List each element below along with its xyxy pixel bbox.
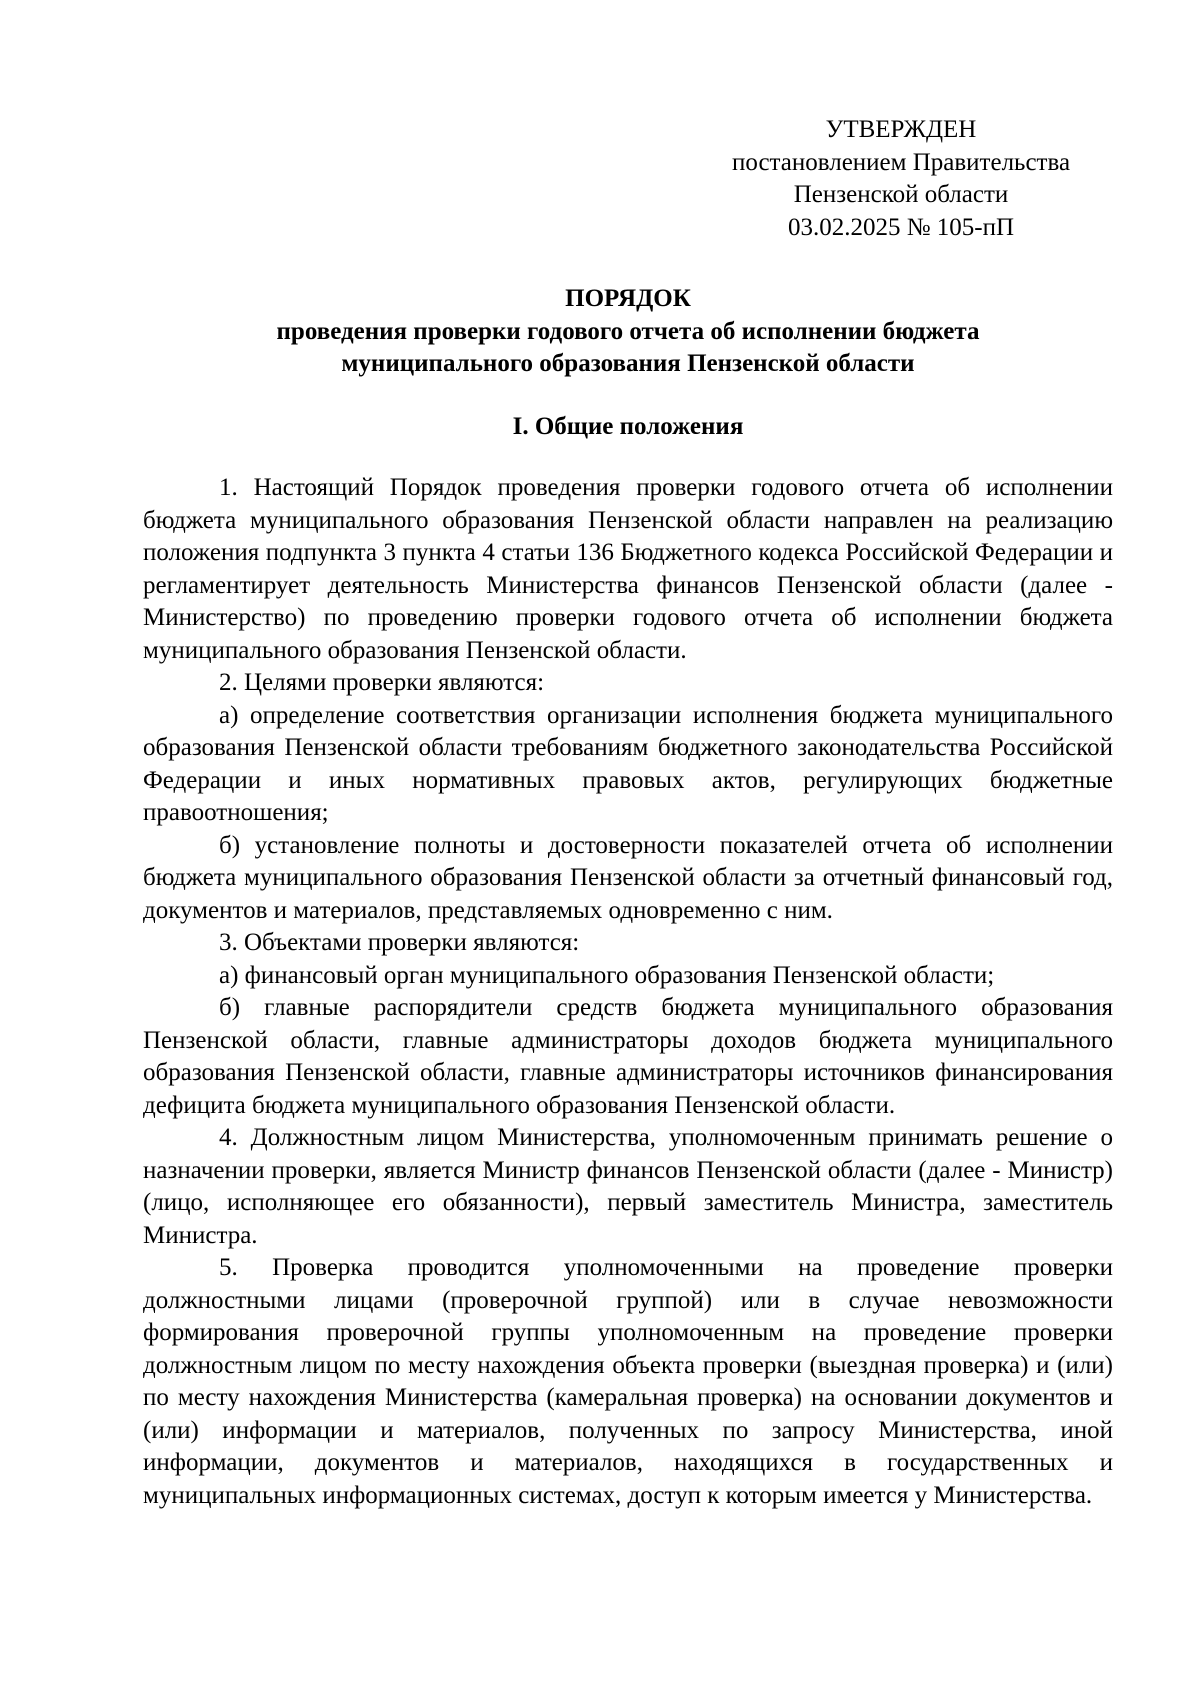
document-title <box>143 283 1113 381</box>
paragraph-3b: б) главные распорядители средств бюджета муниципального образования Пензенской области, главные администраторы доходов бюджета муниципального образования Пензенской области, главные администраторы источников финансирования дефицита бюджета муниципального образования Пензенской области. <box>143 994 1113 1119</box>
paragraph-5: 5. Проверка проводится уполномоченными на проведение проверки должностными лицами (проверочной группой) или в случае невозможности формирования проверочной группы уполномоченным на проведение проверки должностным лицом по месту нахождения объекта проверки (выездная проверка) и (или) по месту нахождения Министерства (камеральная проверка) на основании документов и (или) информации и материалов, полученных по запросу Министерства, иной информации, документов и материалов, находящихся в государственных и муниципальных информационных системах, доступ к которым имеется у Министерства. <box>143 1254 1113 1509</box>
paragraph-4: 4. Должностным лицом Министерства, уполномоченным принимать решение о назначении проверки, является Министр финансов Пензенской области (далее - Министр) (лицо, исполняющее его обязанности), первый заместитель Министра, заместитель Министра. <box>143 1124 1113 1249</box>
approval-line: постановлением Правительства <box>731 148 1071 176</box>
paragraph-2: 2. Целями проверки являются: <box>219 669 545 696</box>
paragraph-2b: б) установление полноты и достоверности показателей отчета об исполнении бюджета муниципального образования Пензенской области за отчетный финансовый год, документов и материалов, представляемых одновременно с ним. <box>143 831 1113 924</box>
approval-date-number: 03.02.2025 № 105-пП <box>787 213 1015 241</box>
paragraph-3a: а) финансовый орган муниципального образования Пензенской области; <box>219 961 995 989</box>
title-heading: ПОРЯДОК <box>565 285 691 312</box>
paragraph-1: 1. Настоящий Порядок проведения проверки годового отчета об исполнении бюджета муниципального образования Пензенской области направлен на реализацию положения подпункта 3 пункта 4 статьи 136 Бюджетного кодекса Российской Федерации и регламентирует деятельность Министерства финансов Пензенской области (далее - Министерство) по проведению проверки годового отчета об исполнении бюджета муниципального образования Пензенской области. <box>143 474 1113 664</box>
section-heading: I. Общие положения <box>512 413 744 440</box>
approval-heading: УТВЕРЖДЕН <box>825 116 977 143</box>
document-body <box>143 472 1113 1512</box>
paragraph-3: 3. Объектами проверки являются: <box>219 929 580 956</box>
paragraph-2a: а) определение соответствия организации исполнения бюджета муниципального образования Пензенской области требованиям бюджетного законодательства Российской Федерации и иных нормативных правовых актов, регулирующих бюджетные правоотношения; <box>143 701 1113 826</box>
approval-stamp <box>706 114 1096 244</box>
approval-line: Пензенской области <box>793 181 1009 208</box>
title-subtitle-line: муниципального образования Пензенской области <box>341 350 915 377</box>
title-subtitle-line: проведения проверки годового отчета об исполнении бюджета <box>276 317 980 345</box>
